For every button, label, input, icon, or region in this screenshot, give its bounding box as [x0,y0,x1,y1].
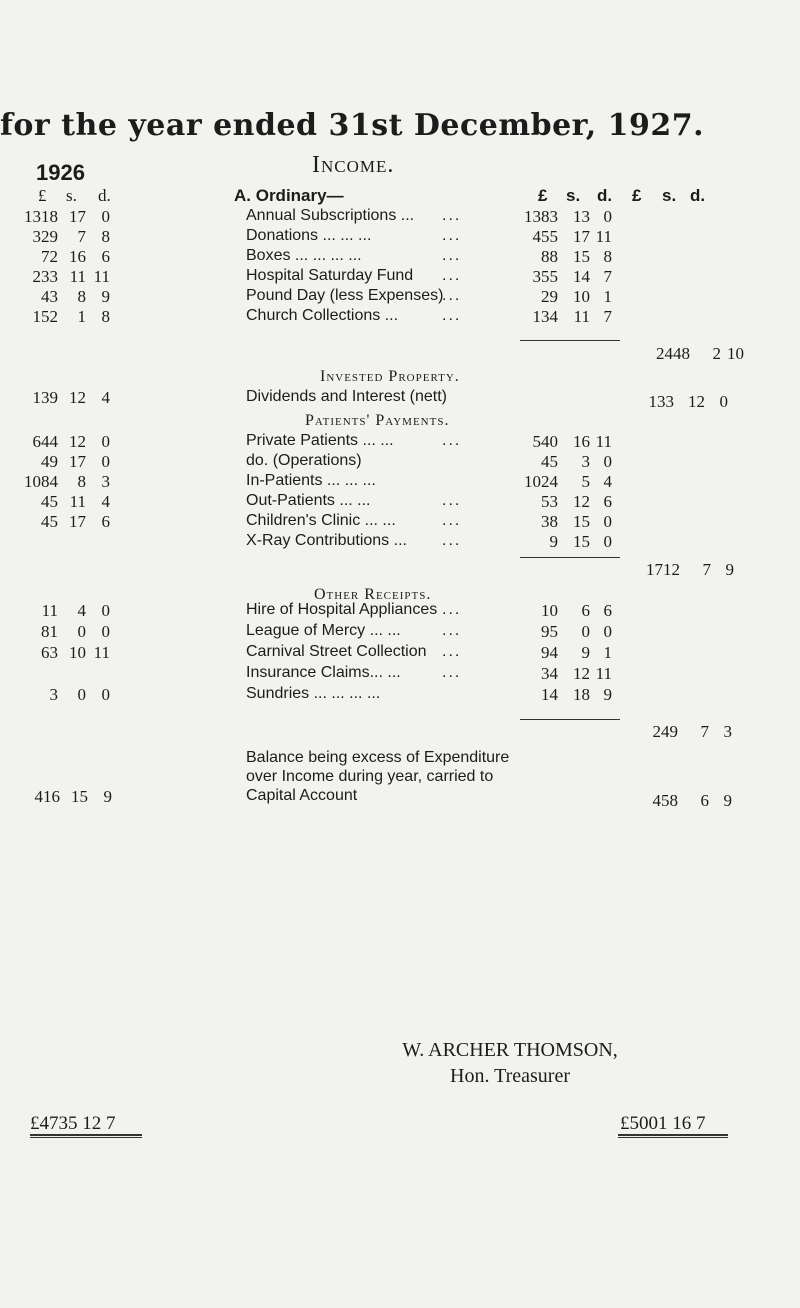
row-label: Hire of Hospital Appliances [246,601,438,618]
current-year-amount-pence: 7 [603,267,612,286]
prior-year-amount-pounds: 49 [41,452,58,471]
subtotal-rule [520,557,620,558]
prior-year-amount-pounds: 81 [41,622,58,641]
current-year-amount-pounds: 53 [541,492,558,511]
current-year-amount-pounds: 45 [541,452,558,471]
leader-dots: ... [442,432,462,449]
prior-year-amount-shillings: 0 [77,685,86,704]
current-year-amount-shillings: 9 [581,643,590,662]
pence-symbol: d. [597,186,613,205]
current-year-amount-shillings: 13 [573,207,590,226]
page-heading: for the year ended 31st December, 1927. [0,108,705,143]
current-year-amount-pence: 11 [595,432,612,451]
prior-year-amount-pence: 11 [93,643,110,662]
grand-total-prior-year: £4735 12 7 [30,1113,116,1134]
treasurer-title: Hon. Treasurer [450,1065,570,1087]
pence-symbol: d. [690,186,706,205]
section-a-label: A. Ordinary— [234,186,344,205]
invested-total-shillings: 12 [688,392,705,411]
leader-dots: ... [442,267,462,284]
current-year-amount-pence: 0 [603,207,612,226]
row-label: Pound Day (less Expenses) [246,287,444,304]
current-year-amount-shillings: 10 [573,287,590,306]
row-label: Carnival Street Collection [246,643,427,660]
prior-year-amount-pounds: 1084 [24,472,58,491]
balance-text-line: Capital Account [246,787,358,804]
prior-year-amount-pounds: 45 [41,492,58,511]
current-year-amount-shillings: 5 [581,472,590,491]
prior-year-amount-pounds: 329 [32,227,58,246]
row-label: Private Patients ... ... [246,432,394,449]
balance-total-pounds: 458 [652,791,678,810]
prior-year-amount-shillings: 1 [77,307,86,326]
leader-dots: ... [442,307,462,324]
current-year-amount-shillings: 15 [573,247,590,266]
row-label: In-Patients ... ... ... [246,472,376,489]
prior-year-amount-pence: 9 [101,287,110,306]
other-total-pounds: 249 [652,722,678,741]
leader-dots: ... [442,532,462,549]
prior-year-label: 1926 [36,160,85,185]
row-label: Dividends and Interest (nett) [246,388,447,405]
prior-year-amount-shillings: 11 [69,492,86,511]
current-year-amount-shillings: 18 [573,685,590,704]
prior-year-amount-pence: 8 [101,227,110,246]
row-label: Church Collections ... [246,307,399,324]
current-year-amount-pounds: 88 [541,247,558,266]
current-year-amount-shillings: 6 [581,601,590,620]
prior-year-amount-pence: 4 [101,492,110,511]
grand-total-rule [618,1137,728,1138]
row-label: Annual Subscriptions ... [246,207,415,224]
row-label: League of Mercy ... ... [246,622,401,639]
invested-total-pence: 0 [719,392,728,411]
invested-property-title: Invested Property. [320,368,460,385]
invested-total-pounds: 133 [648,392,674,411]
leader-dots: ... [442,643,462,660]
current-year-amount-pence: 1 [603,287,612,306]
subtotal-rule [520,340,620,341]
prior-year-amount-pence: 6 [101,512,110,531]
patients-total-pounds: 1712 [646,560,680,579]
leader-dots: ... [442,207,462,224]
ordinary-total-pounds: 2448 [656,344,690,363]
shilling-symbol: s. [66,186,77,205]
current-year-amount-pence: 1 [603,643,612,662]
other-total-pence: 3 [723,722,732,741]
grand-total-rule [618,1134,728,1136]
current-year-amount-pence: 7 [603,307,612,326]
prior-year-amount-pounds: 152 [32,307,58,326]
current-year-amount-pence: 11 [595,664,612,683]
grand-total: £5001 16 7 [620,1113,706,1134]
prior-year-amount-pence: 0 [101,601,110,620]
current-year-amount-pounds: 9 [549,532,558,551]
pound-symbol: £ [632,186,642,205]
shilling-symbol: s. [662,186,677,205]
prior-year-amount-shillings: 17 [69,207,86,226]
leader-dots: ... [442,227,462,244]
current-year-amount-pence: 8 [603,247,612,266]
other-total-shillings: 7 [700,722,709,741]
patients-total-shillings: 7 [702,560,711,579]
prior-year-amount-pence: 3 [101,472,110,491]
row-label: Out-Patients ... ... [246,492,371,509]
current-year-amount-pence: 0 [603,622,612,641]
current-year-amount-shillings: 3 [581,452,590,471]
prior-year-amount-pounds: 72 [41,247,58,266]
balance-total-pence: 9 [723,791,732,810]
current-year-amount-pounds: 540 [532,432,558,451]
prior-year-amount-shillings: 12 [69,388,86,407]
prior-year-amount-pence: 4 [101,388,110,407]
current-year-amount-shillings: 16 [573,432,590,451]
treasurer-name: W. ARCHER THOMSON, [402,1039,618,1061]
leader-dots: ... [442,622,462,639]
leader-dots: ... [442,287,462,304]
prior-year-amount-shillings: 17 [69,452,86,471]
current-year-amount-pence: 0 [603,452,612,471]
current-year-amount-pounds: 355 [532,267,558,286]
current-year-amount-shillings: 14 [573,267,590,286]
current-year-amount-pounds: 10 [541,601,558,620]
current-year-amount-pence: 6 [603,601,612,620]
other-receipts-title: Other Receipts. [314,586,432,603]
current-year-amount-shillings: 12 [573,492,590,511]
row-label: do. (Operations) [246,452,362,469]
leader-dots: ... [442,247,462,264]
current-year-amount-pounds: 38 [541,512,558,531]
pound-symbol: £ [538,186,548,205]
current-year-amount-pounds: 455 [532,227,558,246]
pound-symbol: £ [38,186,47,205]
current-year-amount-pence: 9 [603,685,612,704]
prior-year-amount-pence: 0 [101,622,110,641]
current-year-amount-shillings: 0 [581,622,590,641]
patients-total-pence: 9 [725,560,734,579]
current-year-amount-shillings: 17 [573,227,590,246]
prior-year-amount-shillings: 7 [77,227,86,246]
current-year-amount-pounds: 1383 [524,207,558,226]
row-label: X-Ray Contributions ... [246,532,407,549]
ordinary-total-pence: 10 [727,344,744,363]
current-year-amount-pounds: 34 [541,664,558,683]
current-year-amount-pounds: 14 [541,685,558,704]
leader-dots: ... [442,492,462,509]
prior-year-amount-pence: 9 [103,787,112,806]
balance-text-line: over Income during year, carried to [246,768,494,785]
row-label: Sundries ... ... ... ... [246,685,381,702]
current-year-amount-pounds: 94 [541,643,558,662]
row-label: Insurance Claims... ... [246,664,401,681]
grand-total-rule [30,1134,142,1136]
prior-year-amount-pence: 11 [93,267,110,286]
prior-year-amount-shillings: 8 [77,287,86,306]
current-year-amount-pounds: 95 [541,622,558,641]
prior-year-amount-pounds: 43 [41,287,58,306]
current-year-amount-pounds: 1024 [524,472,558,491]
prior-year-amount-pence: 0 [101,685,110,704]
patients-payments-title: Patients' Payments. [305,412,450,429]
prior-year-amount-shillings: 8 [77,472,86,491]
current-year-amount-pence: 11 [595,227,612,246]
row-label: Hospital Saturday Fund [246,267,414,284]
prior-year-amount-shillings: 11 [69,267,86,286]
current-year-amount-pence: 6 [603,492,612,511]
prior-year-amount-shillings: 16 [69,247,86,266]
prior-year-amount-shillings: 0 [77,622,86,641]
pence-symbol: d. [98,186,111,205]
prior-year-amount-pounds: 644 [32,432,58,451]
current-year-amount-pence: 0 [603,532,612,551]
prior-year-amount-shillings: 10 [69,643,86,662]
prior-year-amount-pounds: 233 [32,267,58,286]
prior-year-amount-shillings: 15 [71,787,88,806]
prior-year-amount-pounds: 45 [41,512,58,531]
prior-year-amount-pence: 8 [101,307,110,326]
prior-year-amount-shillings: 17 [69,512,86,531]
prior-year-amount-pounds: 63 [41,643,58,662]
current-year-amount-pence: 0 [603,512,612,531]
balance-total-shillings: 6 [700,791,709,810]
income-title: Income. [312,152,395,178]
prior-year-amount-pence: 0 [101,452,110,471]
row-label: Donations ... ... ... [246,227,372,244]
prior-year-amount-shillings: 12 [69,432,86,451]
row-label: Children's Clinic ... ... [246,512,396,529]
current-year-amount-shillings: 15 [573,512,590,531]
row-label: Boxes ... ... ... ... [246,247,362,264]
balance-text-line: Balance being excess of Expenditure [246,749,510,766]
prior-year-amount-shillings: 4 [77,601,86,620]
shilling-symbol: s. [566,186,581,205]
prior-year-amount-pence: 0 [101,432,110,451]
current-year-amount-pounds: 29 [541,287,558,306]
current-year-amount-pounds: 134 [532,307,558,326]
prior-year-amount-pounds: 1318 [24,207,58,226]
grand-total-rule [30,1137,142,1138]
prior-year-amount-pounds: 3 [49,685,58,704]
leader-dots: ... [442,664,462,681]
subtotal-rule [520,719,620,720]
prior-year-amount-pence: 0 [101,207,110,226]
leader-dots: ... [442,512,462,529]
current-year-amount-shillings: 15 [573,532,590,551]
current-year-amount-shillings: 11 [573,307,590,326]
prior-year-amount-pounds: 416 [34,787,60,806]
current-year-amount-pence: 4 [603,472,612,491]
leader-dots: ... [442,601,462,618]
ordinary-total-shillings: 2 [712,344,721,363]
current-year-amount-shillings: 12 [573,664,590,683]
prior-year-amount-pounds: 11 [41,601,58,620]
prior-year-amount-pounds: 139 [32,388,58,407]
prior-year-amount-pence: 6 [101,247,110,266]
